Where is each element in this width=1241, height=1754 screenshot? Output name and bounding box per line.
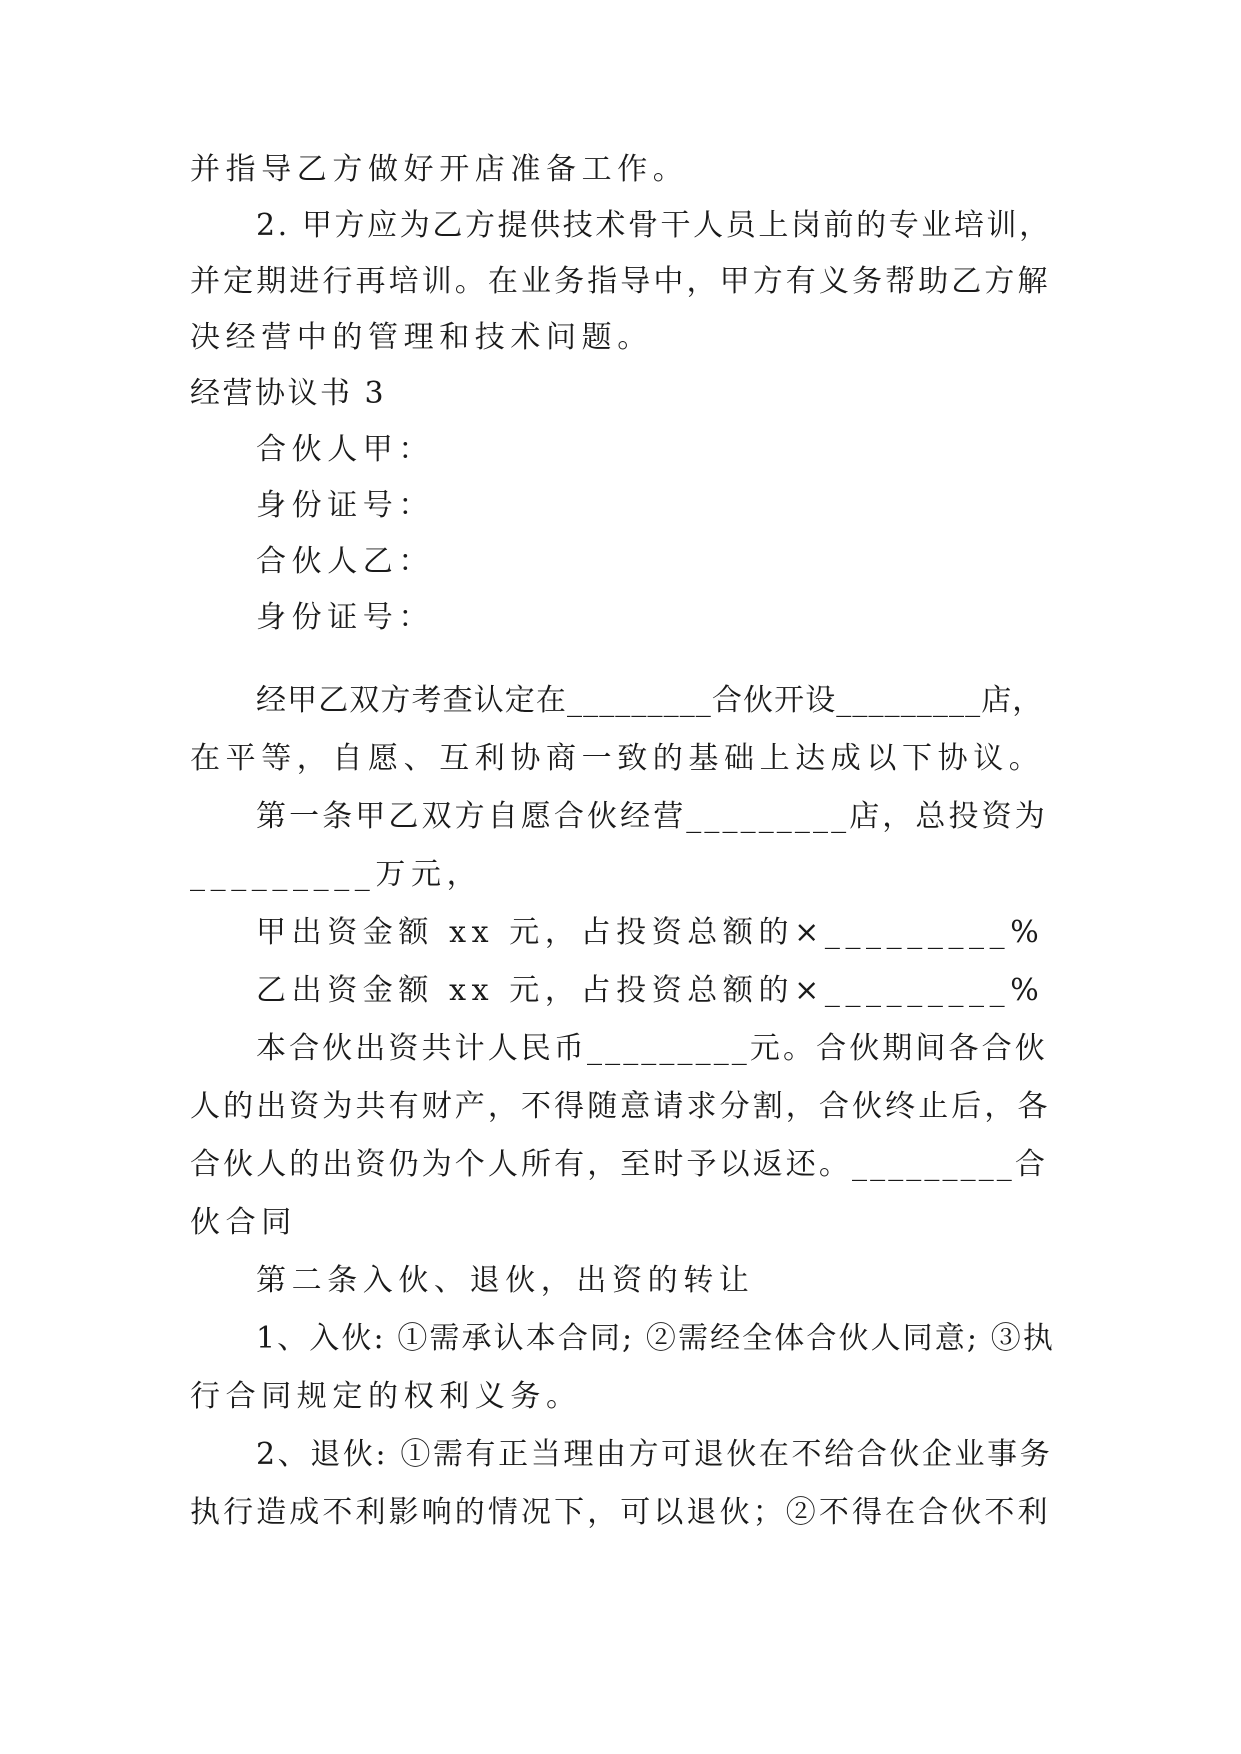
- paragraph-line: 执行造成不利影响的情况下，可以退伙；②不得在合伙不利: [190, 1495, 1051, 1530]
- paragraph-line: 并指导乙方做好开店准备工作。: [190, 152, 689, 187]
- paragraph-line: 合伙人的出资仍为个人所有，至时予以返还。_________合: [190, 1147, 1048, 1182]
- clause-item-withdraw: 2、退伙: ①需有正当理由方可退伙在不给合伙企业事务: [256, 1437, 1053, 1472]
- paragraph-line: 决经营中的管理和技术问题。: [190, 320, 653, 355]
- paragraph-line: 伙合同: [190, 1205, 297, 1240]
- paragraph-line: 经甲乙双方考查认定在_________合伙开设_________店，: [256, 683, 1044, 718]
- field-label-partner-b: 合伙人乙：: [256, 544, 434, 579]
- paragraph-line: 人的出资为共有财产，不得随意请求分割，合伙终止后，各: [190, 1089, 1051, 1124]
- contribution-line-b: 乙出资金额 xx 元，占投资总额的×_________%: [256, 973, 1045, 1008]
- contribution-line-a: 甲出资金额 xx 元，占投资总额的×_________%: [256, 915, 1045, 950]
- field-label-id-a: 身份证号：: [256, 488, 434, 523]
- field-label-partner-a: 合伙人甲：: [256, 432, 434, 467]
- paragraph-line: 并定期进行再培训。在业务指导中，甲方有义务帮助乙方解: [190, 264, 1051, 299]
- clause-one-line: 第一条甲乙双方自愿合伙经营_________店，总投资为: [256, 799, 1048, 834]
- paragraph-line: 2. 甲方应为乙方提供技术骨干人员上岗前的专业培训，: [256, 208, 1052, 243]
- section-heading: 经营协议书 3: [190, 376, 387, 411]
- field-label-id-b: 身份证号：: [256, 600, 434, 635]
- clause-item-join: 1、入伙: ①需承认本合同; ②需经全体合伙人同意; ③执: [256, 1321, 1055, 1356]
- paragraph-line: 本合伙出资共计人民币_________元。合伙期间各合伙: [256, 1031, 1048, 1066]
- paragraph-line: 在平等，自愿、互利协商一致的基础上达成以下协议。: [190, 741, 1045, 776]
- paragraph-line: _________万元，: [190, 857, 483, 892]
- paragraph-line: 行合同规定的权利义务。: [190, 1379, 582, 1414]
- clause-two-heading: 第二条入伙、退伙，出资的转让: [256, 1263, 755, 1298]
